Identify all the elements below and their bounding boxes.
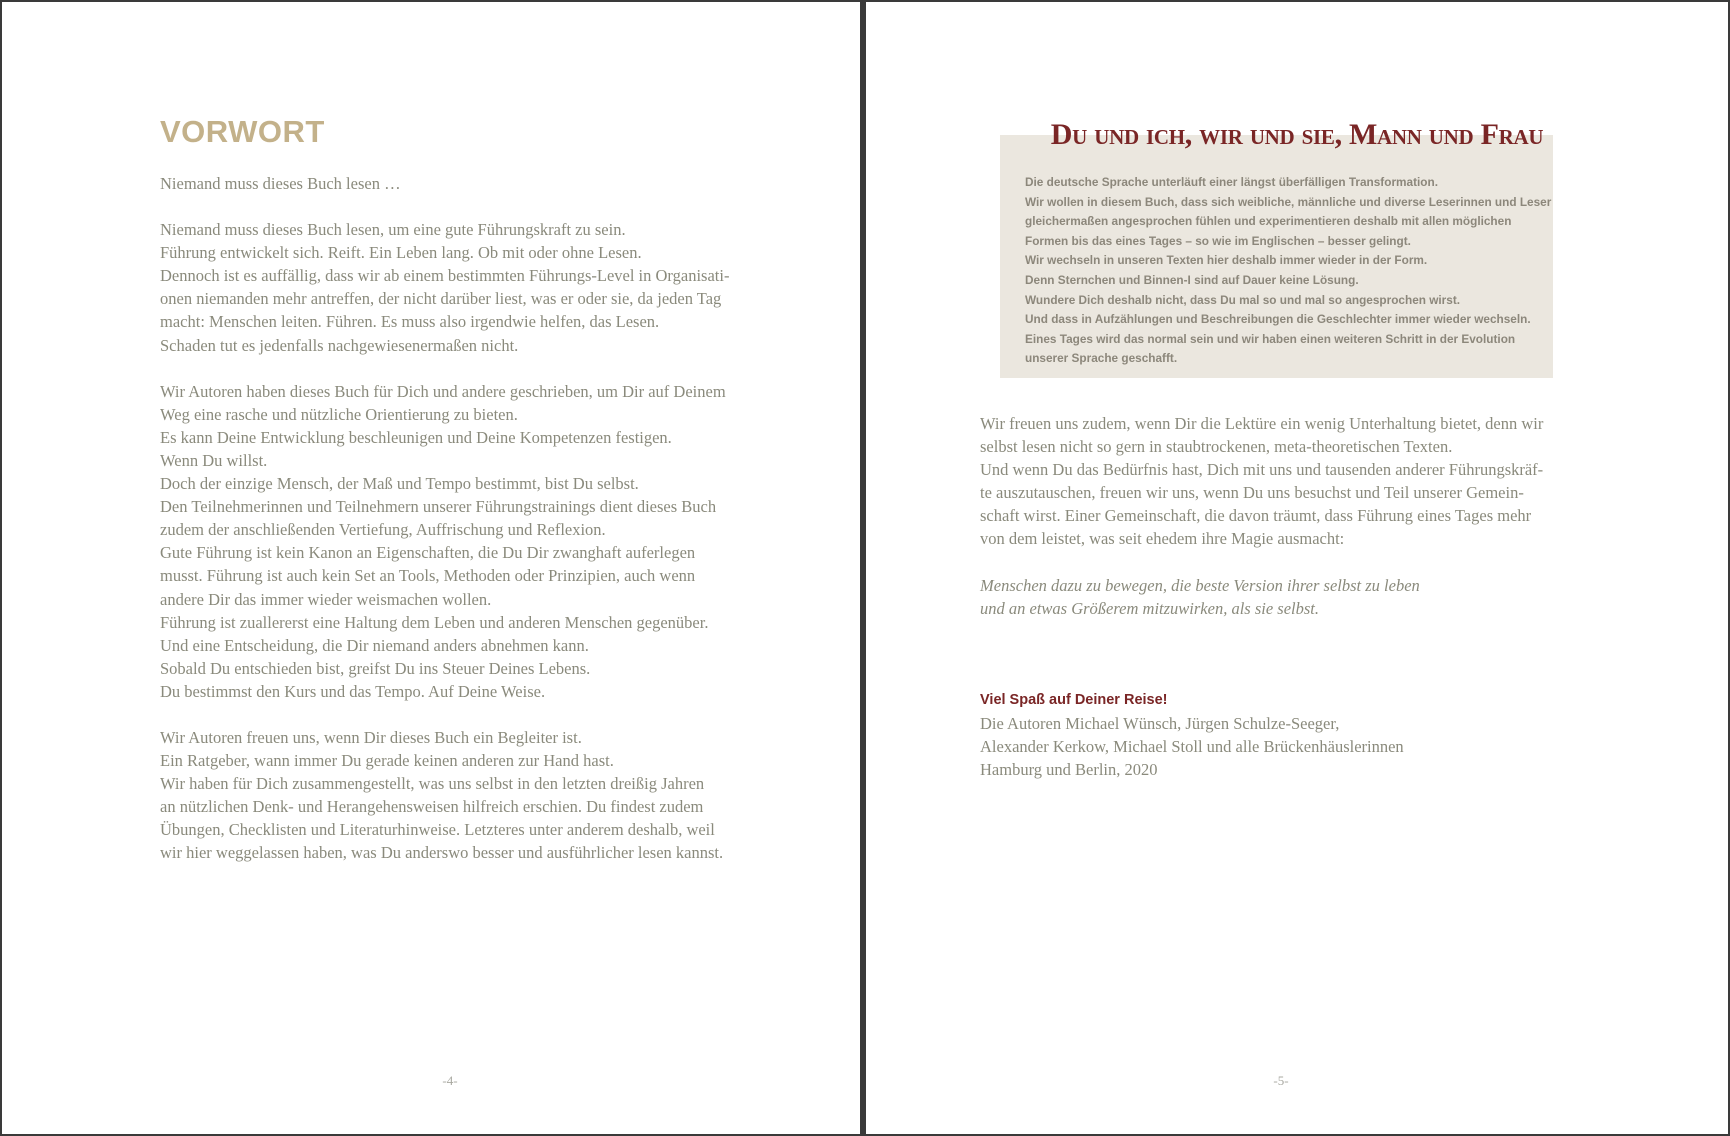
text-line: Niemand muss dieses Buch lesen …: [160, 174, 401, 193]
text-line: an nützlichen Denk- und Herangehensweisen hilfreich erschien. Du findest zudem: [160, 797, 704, 817]
note-line: Wundere Dich deshalb nicht, dass Du mal so und mal so angesprochen wirst.: [1025, 292, 1461, 307]
quote-line: und an etwas Größerem mitzuwirken, als sie selbst.: [980, 598, 1319, 618]
text-line: Wenn Du willst.: [160, 450, 268, 470]
right-body: [980, 412, 1620, 781]
text-line: Weg eine rasche und nützliche Orientierung zu bieten.: [160, 404, 518, 424]
note-line: Und dass in Aufzählungen und Beschreibungen die Geschlechter immer wieder wechseln.: [1025, 312, 1531, 327]
text-line: Niemand muss dieses Buch lesen, um eine gute Führungskraft zu sein.: [160, 220, 626, 240]
text-line: andere Dir das immer wieder weismachen wollen.: [160, 589, 492, 609]
text-line: musst. Führung ist auch kein Set an Tools, Methoden oder Prinzipien, auch wenn: [160, 566, 696, 586]
text-line: Führung ist zuallererst eine Haltung dem Leben und anderen Menschen gegenüber.: [160, 612, 709, 632]
signoff-title: Viel Spaß auf Deiner Reise!: [980, 691, 1168, 708]
text-line: onen niemanden mehr antreffen, der nicht darüber liest, was er oder sie, da jeden Tag: [160, 289, 722, 309]
text-line: Wir haben für Dich zusammengestellt, was uns selbst in den letzten dreißig Jahren: [160, 774, 705, 794]
text-line: selbst lesen nicht so gern in staubtrockenen, meta-theoretischen Texten.: [980, 437, 1453, 457]
paragraph: [160, 726, 760, 865]
text-line: Es kann Deine Entwicklung beschleunigen und Deine Kompetenzen festigen.: [160, 427, 672, 447]
gender-note-box: [1000, 135, 1553, 378]
text-line: Wir Autoren haben dieses Buch für Dich und andere geschrieben, um Dir auf Deinem: [160, 381, 726, 401]
text-line: schaft wirst. Einer Gemeinschaft, die davon träumt, dass Führung eines Tages mehr: [980, 506, 1532, 526]
note-line: Eines Tages wird das normal sein und wir haben einen weiteren Schritt in der Evolution: [1025, 331, 1516, 346]
signoff-line: Alexander Kerkow, Michael Stoll und alle Brückenhäuslerinnen: [980, 736, 1404, 756]
left-page: [2, 2, 860, 1134]
text-line: Wir freuen uns zudem, wenn Dir die Lektüre ein wenig Unterhaltung bietet, denn wir: [980, 414, 1544, 433]
signoff-line: Hamburg und Berlin, 2020: [980, 760, 1158, 780]
page-number: -5-: [1273, 1073, 1289, 1088]
text-line: Ein Ratgeber, wann immer Du gerade keinen anderen zur Hand hast.: [160, 751, 614, 771]
right-page: [866, 2, 1728, 1134]
text-line: zudem der anschließenden Vertiefung, Auffrischung und Reflexion.: [160, 520, 606, 540]
text-line: wir hier weggelassen haben, was Du anderswo besser und ausführlicher lesen kannst.: [160, 843, 724, 863]
paragraph: [980, 412, 1620, 551]
note-line: Die deutsche Sprache unterläuft einer längst überfälligen Transformation.: [1025, 175, 1438, 189]
note-line: Formen bis das eines Tages – so wie im Englischen – besser gelingt.: [1025, 233, 1411, 248]
text-line: Doch der einzige Mensch, der Maß und Tempo bestimmt, bist Du selbst.: [160, 474, 639, 494]
paragraph: [160, 380, 760, 703]
text-line: Und wenn Du das Bedürfnis hast, Dich mit uns und tausenden anderer Führungskräf-: [980, 460, 1544, 480]
vorwort-body: [160, 172, 760, 888]
note-line: unserer Sprache geschafft.: [1025, 351, 1178, 366]
paragraph: [160, 172, 760, 195]
note-line: gleichermaßen angesprochen fühlen und experimentieren deshalb mit allen möglichen: [1025, 214, 1512, 229]
text-line: Schaden tut es jedenfalls nachgewiesenermaßen nicht.: [160, 335, 519, 355]
section-title: Du und ich, wir und sie, Mann und Frau: [1050, 118, 1544, 151]
text-line: Den Teilnehmerinnen und Teilnehmern unserer Führungstrainings dient dieses Buch: [160, 497, 717, 517]
quote-line: Menschen dazu zu bewegen, die beste Version ihrer selbst zu leben: [980, 575, 1420, 595]
page-number: -4-: [442, 1073, 458, 1088]
signoff: [980, 689, 1620, 781]
page-title-vorwort: VORWORT: [160, 114, 325, 149]
text-line: Übungen, Checklisten und Literaturhinweise. Letzteres unter anderem deshalb, weil: [160, 820, 715, 840]
paragraph: [160, 218, 760, 357]
note-line: Wir wollen in diesem Buch, dass sich weibliche, männliche und diverse Leserinnen und Leser: [1025, 194, 1552, 209]
text-line: Führung entwickelt sich. Reift. Ein Leben lang. Ob mit oder ohne Lesen.: [160, 243, 642, 263]
text-line: te auszutauschen, freuen wir uns, wenn Du uns besuchst und Teil unserer Gemein-: [980, 483, 1524, 503]
text-line: Dennoch ist es auffällig, dass wir ab einem bestimmten Führungs-Level in Organisati-: [160, 266, 730, 286]
text-line: Wir Autoren freuen uns, wenn Dir dieses Buch ein Begleiter ist.: [160, 727, 582, 747]
text-line: Und eine Entscheidung, die Dir niemand anders abnehmen kann.: [160, 635, 589, 655]
note-line: Wir wechseln in unseren Texten hier deshalb immer wieder in der Form.: [1025, 253, 1428, 268]
text-line: Sobald Du entschieden bist, greifst Du ins Steuer Deines Lebens.: [160, 658, 591, 678]
note-line: Denn Sternchen und Binnen-I sind auf Dauer keine Lösung.: [1025, 272, 1359, 287]
signoff-line: Die Autoren Michael Wünsch, Jürgen Schulze-Seeger,: [980, 713, 1340, 733]
text-line: macht: Menschen leiten. Führen. Es muss also irgendwie helfen, das Lesen.: [160, 312, 660, 332]
text-line: Gute Führung ist kein Kanon an Eigenschaften, die Du Dir zwanghaft auferlegen: [160, 543, 696, 563]
spacer: [980, 643, 1620, 689]
text-line: von dem leistet, was seit ehedem ihre Magie ausmacht:: [980, 529, 1345, 549]
text-line: Du bestimmst den Kurs und das Tempo. Auf Deine Weise.: [160, 681, 546, 701]
quote: [980, 574, 1620, 620]
